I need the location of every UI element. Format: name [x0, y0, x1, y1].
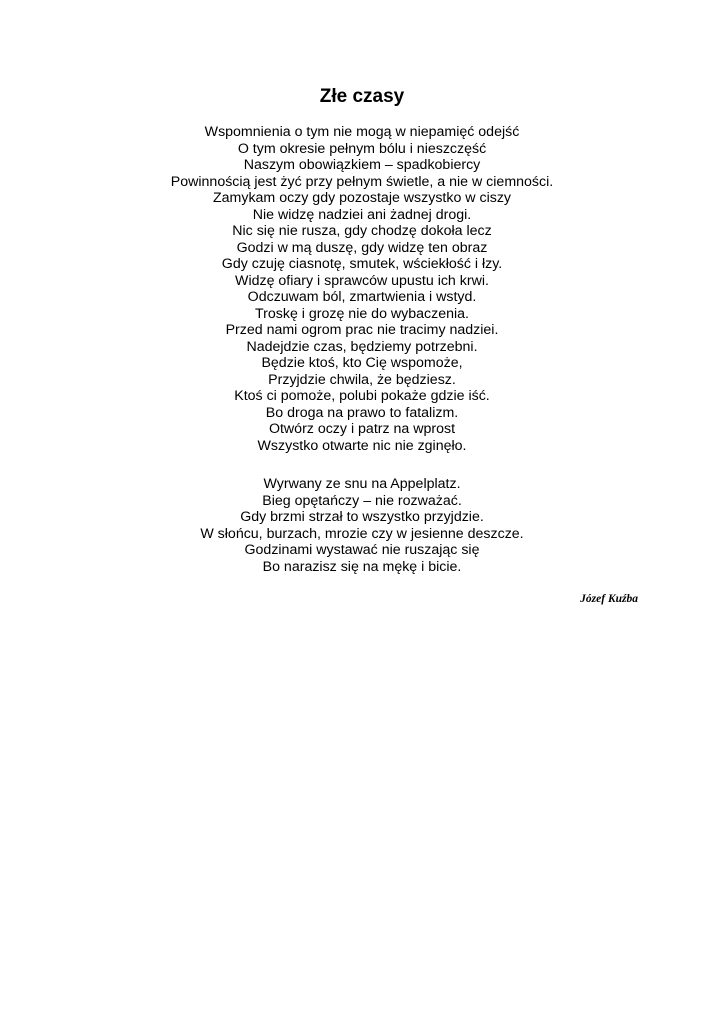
poem-line: Zamykam oczy gdy pozostaje wszystko w ciszy	[212, 190, 512, 206]
poem-line: Nic się nie rusza, gdy chodzę dokoła lecz	[232, 223, 492, 239]
poem-line: Wspomnienia o tym nie mogą w niepamięć odejść	[204, 124, 520, 140]
poem-line: Naszym obowiązkiem – spadkobiercy	[243, 157, 481, 173]
poem-line: Ktoś ci pomoże, polubi pokaże gdzie iść.	[234, 388, 490, 404]
author-signature: Józef Kuźba	[580, 593, 638, 605]
poem-line: Nadejdzie czas, będziemy potrzebni.	[246, 338, 478, 355]
poem-line: Bo droga na prawo to fatalizm.	[265, 404, 459, 421]
poem-line: Odczuwam ból, zmartwienia i wstyd.	[247, 289, 477, 305]
poem-line: Nie widzę nadziei ani żadnej drogi.	[252, 206, 472, 223]
poem-line: O tym okresie pełnym bólu i nieszczęść	[237, 140, 487, 157]
poem-line: Wszystko otwarte nic nie zginęło.	[257, 437, 467, 454]
poem-line: Bieg opętańczy – nie rozważać.	[262, 492, 462, 509]
poem-line: Gdy brzmi strzał to wszystko przyjdzie.	[240, 509, 484, 525]
poem-line: Widzę ofiary i sprawców upustu ich krwi.	[235, 272, 489, 289]
poem-line: Troskę i grozę nie do wybaczenia.	[255, 305, 469, 322]
poem-line: Będzie ktoś, kto Cię wspomoże,	[261, 355, 463, 371]
poem-line: Wyrwany ze snu na Appelplatz.	[263, 476, 461, 492]
poem-line: Gdy czuję ciasnotę, smutek, wściekłość i łzy.	[221, 256, 503, 272]
poem-line: Otwórz oczy i patrz na wprost	[268, 421, 456, 437]
poem-line: W słońcu, burzach, mrozie czy w jesienne deszcze.	[200, 525, 524, 542]
poem-line: Przyjdzie chwila, że będziesz.	[268, 371, 456, 388]
poem-stanza-1	[0, 124, 724, 454]
poem-line: Przed nami ogrom prac nie tracimy nadziei.	[225, 322, 499, 338]
poem-line: Bo narazisz się na mękę i bicie.	[262, 558, 462, 575]
poem-line: Godzinami wystawać nie ruszając się	[244, 542, 480, 558]
poem-line: Powinnością jest żyć przy pełnym świetle, a nie w ciemności.	[170, 173, 554, 190]
poem-stanza-2	[0, 476, 724, 575]
poem-line: Godzi w mą duszę, gdy widzę ten obraz	[236, 239, 488, 256]
poem-title: Złe czasy	[319, 86, 405, 107]
